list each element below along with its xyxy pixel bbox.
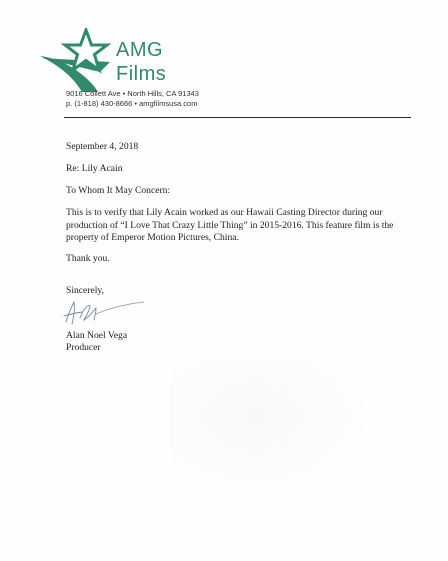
letter-subject: Re: Lily Acain	[66, 163, 123, 174]
letter-salutation: To Whom It May Concern:	[66, 185, 171, 196]
handwritten-signature	[60, 296, 148, 328]
scan-artifact	[170, 360, 380, 500]
signer-title: Producer	[66, 342, 101, 353]
letter-date: September 4, 2018	[66, 141, 139, 152]
letterhead-address	[66, 89, 199, 109]
letter-thanks: Thank you.	[66, 253, 110, 264]
address-line-contact: p. (1-818) 430-8666 • amgfilmsusa.com	[66, 99, 198, 108]
letter-body-paragraph: This is to verify that Lily Acain worked as our Hawaii Casting Director during our production of “I Love That Crazy Little Thing” in 2015-2016. This feature film is the property of Emperor Motion Pictures, China.	[66, 207, 394, 244]
address-line-street: 9016 Collett Ave • North Hills, CA 91343	[66, 89, 199, 98]
signer-name: Alan Noel Vega	[66, 330, 128, 341]
letter-closing: Sincerely,	[66, 285, 105, 296]
star-logo-icon	[38, 28, 118, 92]
brand-subname: Films	[116, 63, 167, 85]
brand-name: AMG	[116, 39, 164, 61]
letterhead-divider	[64, 117, 411, 118]
